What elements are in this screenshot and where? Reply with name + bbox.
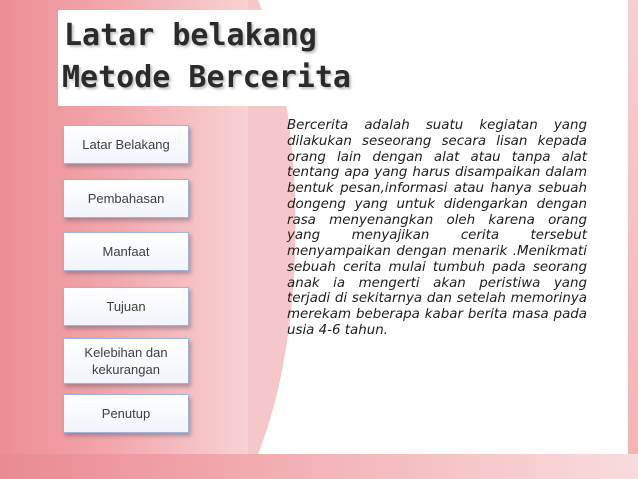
nav-button-tujuan[interactable] <box>63 287 189 326</box>
slide-title-line-1: Latar belakang <box>64 18 317 53</box>
slide-title-line-2: Metode Bercerita <box>62 60 351 95</box>
nav-button-kelebihan-dan-kekurangan[interactable] <box>63 338 189 384</box>
body-paragraph: Bercerita adalah suatu kegiatan yang dilakukan seseorang secara lisan kepada orang lain dengan alat atau tanpa alat tentang apa yang harus disampaikan dalam bentuk pesan,informasi atau hanya sebuah dongeng yang untuk didengarkan dengan rasa menyenangkan oleh karena orang yang menyajikan cerita tersebut menyampaikan dengan menarik .Menikmati sebuah cerita mulai tumbuh pada seorang anak ia mengerti akan peristiwa yang terjadi di sekitarnya dan setelah memorinya merekam beberapa kabar berita masa pada usia 4-6 tahun. <box>287 118 587 338</box>
nav-button-label: Pembahasan <box>87 191 165 206</box>
right-decorative-edge <box>628 0 638 454</box>
nav-button-latar-belakang[interactable] <box>63 125 189 164</box>
nav-button-label: Manfaat <box>102 244 150 259</box>
nav-button-label: Penutup <box>101 406 151 421</box>
nav-button-label: Latar Belakang <box>82 137 170 152</box>
nav-button-label: Tujuan <box>106 299 146 314</box>
nav-button-manfaat[interactable] <box>63 232 189 271</box>
nav-button-penutup[interactable] <box>63 394 189 433</box>
bottom-decorative-band <box>0 454 638 479</box>
nav-button-label: Kelebihan dan kekurangan <box>84 345 168 377</box>
nav-button-pembahasan[interactable] <box>63 179 189 218</box>
